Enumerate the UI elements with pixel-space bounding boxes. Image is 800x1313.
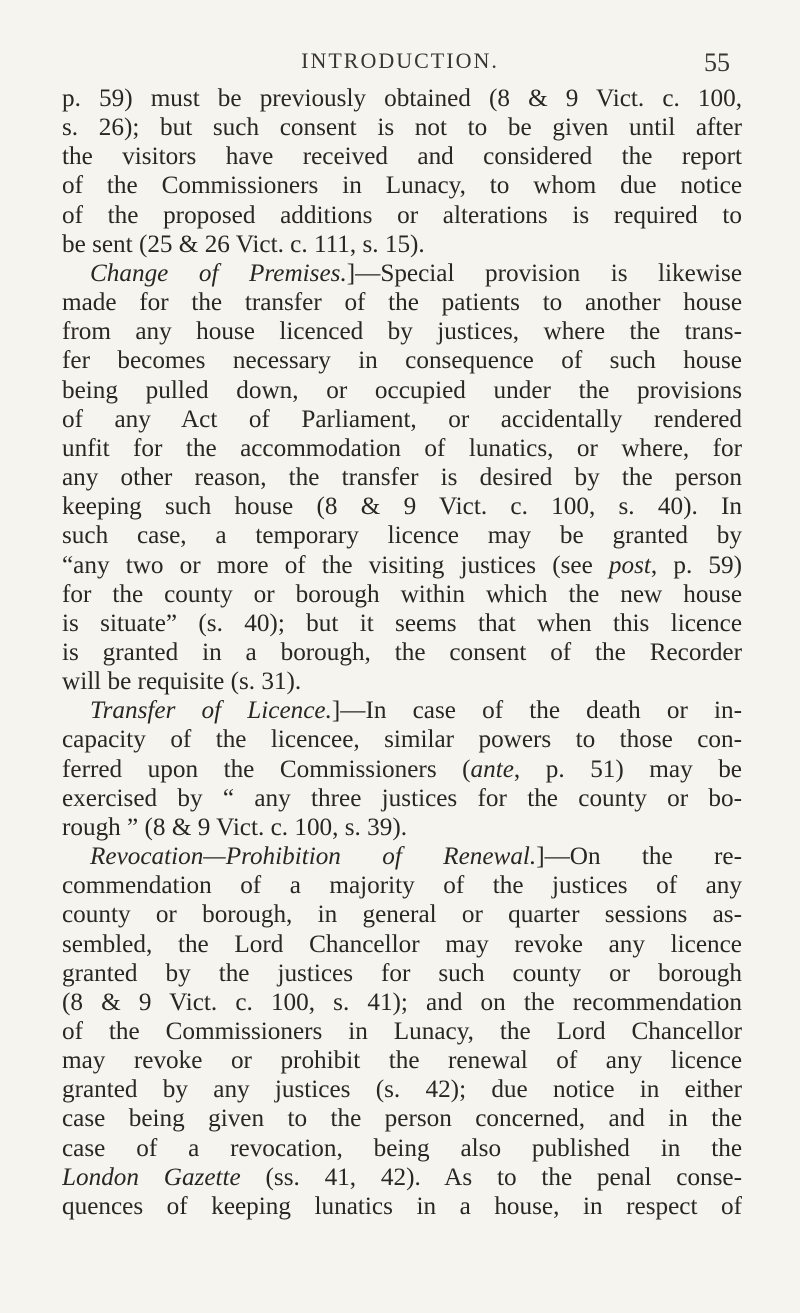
text-line: quences of keeping lunatics in a house, in respect of [62, 1192, 742, 1220]
text-fragment: “any two or more of the visiting justices (see [62, 551, 609, 579]
text-line: of any Act of Parliament, or accidentally rendered [62, 405, 742, 433]
text-line: fer becomes necessary in consequence of such house [62, 347, 742, 375]
text-line: such case, a temporary licence may be granted by [62, 522, 742, 550]
text-line: is granted in a borough, the consent of the Recorder [62, 638, 742, 666]
section-heading: Revocation—Prohibition of Renewal. [90, 843, 537, 871]
italic-reference: ante [470, 755, 514, 783]
text-line: s. 26); but such consent is not to be given until after [62, 114, 742, 142]
text-line: p. 59) must be previously obtained (8 & 9 Vict. c. 100, [62, 85, 742, 112]
text-line-see-post [62, 551, 742, 580]
running-header [60, 48, 740, 88]
text-line: for the county or borough within which the new house [62, 580, 742, 608]
page-number: 55 [704, 48, 730, 77]
text-line: county or borough, in general or quarter sessions as- [62, 901, 742, 929]
text-line: capacity of the licencee, similar powers to those con- [62, 726, 742, 754]
text-line: case being given to the person concerned, and in the [62, 1105, 742, 1133]
text-line-ante [62, 755, 742, 784]
text-line: rough ” (8 & 9 Vict. c. 100, s. 39). [62, 813, 407, 841]
body-text [62, 84, 742, 1221]
text-fragment: ]—In case of the death or in- [331, 697, 742, 725]
text-line-transfer-of-licence [62, 696, 742, 725]
italic-reference: post [608, 551, 651, 579]
text-line: of the proposed additions or alterations is required to [62, 201, 742, 229]
text-line: may revoke or prohibit the renewal of any licence [62, 1047, 742, 1075]
text-line-london-gazette [62, 1163, 742, 1192]
text-line: granted by any justices (s. 42); due notice in either [62, 1076, 742, 1104]
text-line: from any house licenced by justices, where the trans- [62, 318, 742, 346]
text-line-revocation [62, 842, 742, 871]
text-line: unfit for the accommodation of lunatics, or where, for [62, 434, 742, 462]
header-title: INTRODUCTION. [301, 48, 499, 73]
text-fragment: , p. 51) may be [513, 755, 742, 783]
text-fragment: ]—On the re- [536, 843, 742, 871]
text-line: case of a revocation, being also published in the [62, 1134, 742, 1162]
text-line: being pulled down, or occupied under the provisions [62, 376, 742, 404]
section-heading: Transfer of Licence. [90, 697, 332, 725]
italic-reference: London Gazette [62, 1163, 241, 1191]
text-line: (8 & 9 Vict. c. 100, s. 41); and on the recommendation [62, 988, 742, 1016]
text-line: is situate” (s. 40); but it seems that when this licence [62, 609, 742, 637]
text-line: keeping such house (8 & 9 Vict. c. 100, s. 40). In [62, 493, 742, 521]
section-heading: Change of Premises. [90, 259, 347, 287]
text-fragment: , p. 59) [650, 551, 742, 579]
text-line: will be requisite (s. 31). [62, 668, 302, 696]
text-line: of the Commissioners in Lunacy, to whom due notice [62, 172, 742, 200]
text-line: of the Commissioners in Lunacy, the Lord Chancellor [62, 1018, 742, 1045]
text-fragment: ]—Special provision is likewise [346, 259, 742, 287]
text-line: granted by the justices for such county or borough [62, 959, 742, 987]
text-line: made for the transfer of the patients to another house [62, 289, 742, 317]
text-line: commendation of a majority of the justices of any [62, 872, 742, 900]
text-line: exercised by “ any three justices for the county or bo- [62, 784, 742, 812]
text-fragment: (ss. 41, 42). As to the penal conse- [240, 1163, 742, 1191]
text-line: sembled, the Lord Chancellor may revoke any licence [62, 930, 742, 958]
text-line: the visitors have received and considered the report [62, 143, 742, 171]
text-fragment: ferred upon the Commissioners ( [62, 755, 471, 783]
text-line-change-of-premises [62, 259, 742, 288]
text-line: any other reason, the transfer is desired by the person [62, 464, 742, 492]
text-line: be sent (25 & 26 Vict. c. 111, s. 15). [62, 230, 425, 258]
